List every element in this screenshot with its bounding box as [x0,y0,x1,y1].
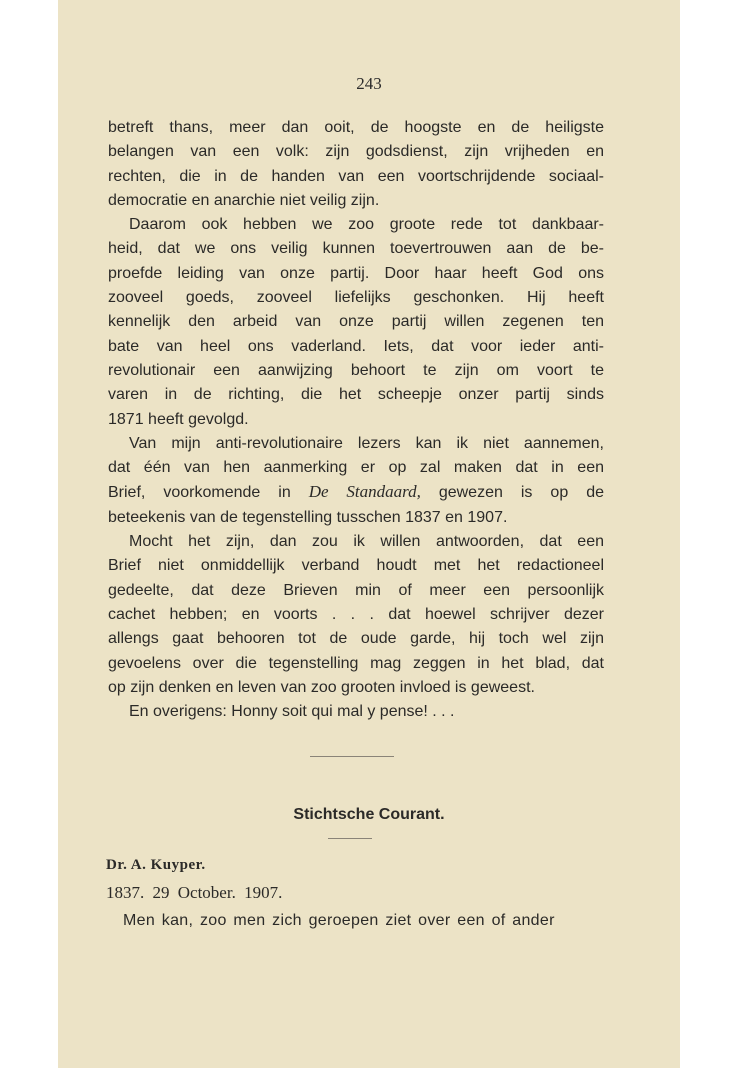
text-line: rechten, die in de handen van een voortschrijdende sociaal- [108,167,604,185]
text-line: Men kan, zoo men zich geroepen ziet over een of ander [123,912,555,929]
text-line: proefde leiding van onze partij. Door haar heeft God ons [108,264,604,282]
text-line: beteekenis van de tegenstelling tusschen 1837 en 1907. [108,508,508,526]
text-line: Daarom ook hebben we zoo groote rede tot dankbaar- [129,216,604,234]
text-line: revolutionair een aanwijzing behoort te zijn om voort te [108,361,604,379]
text-fragment: Brief, voorkomende in [108,484,291,502]
text-line: Van mijn anti-revolutionaire lezers kan ik niet aannemen, [129,434,604,452]
newspaper-title: De Standaard, [308,482,421,502]
text-line: belangen van een volk: zijn godsdienst, zijn vrijheden en [108,143,604,161]
text-line: gevoelens over die tegenstelling mag zeggen in het blad, dat [108,654,604,672]
text-line: gedeelte, dat deze Brieven min of meer een persoonlijk [108,581,604,599]
text-line: betreft thans, meer dan ooit, de hoogste en de heiligste [108,119,604,136]
body-text [108,116,604,724]
section-divider [310,756,394,757]
text-line-with-italic [108,480,604,505]
author-name: Dr. A. Kuyper. [106,857,206,873]
text-line: Mocht het zijn, dan zou ik willen antwoorden, dat een [129,533,604,551]
text-line: En overigens: Honny soit qui mal y pense! . . . [129,703,455,721]
text-fragment: gewezen is op de [438,484,605,502]
text-line: 1871 heeft gevolgd. [108,410,249,428]
text-line: bate van heel ons vaderland. Iets, dat voor ieder anti- [108,337,604,355]
section-heading: Stichtsche Courant. [293,806,445,823]
heading-underline [328,838,372,839]
text-line: democratie en anarchie niet veilig zijn. [108,191,380,209]
text-line: varen in de richting, die het scheepje onzer partij sinds [108,386,604,404]
page-number: 243 [356,74,382,93]
text-line: dat één van hen aanmerking er op zal maken dat in een [108,459,604,477]
text-line: zooveel goeds, zooveel liefelijks geschonken. Hij heeft [108,289,604,307]
text-line: heid, dat we ons veilig kunnen toevertrouwen aan de be- [108,240,604,258]
text-line: cachet hebben; en voorts . . . dat hoewel schrijver dezer [108,605,604,623]
text-line: op zijn denken en leven van zoo grooten invloed is geweest. [108,678,535,696]
text-line: allengs gaat behooren tot de oude garde, hij toch wel zijn [108,630,604,648]
text-line: kennelijk den arbeid van onze partij willen zegenen ten [108,313,604,331]
dateline: 1837. 29 October. 1907. [106,883,283,902]
text-line: Brief niet onmiddellijk verband houdt met het redactioneel [108,557,604,575]
book-page [58,0,680,1068]
